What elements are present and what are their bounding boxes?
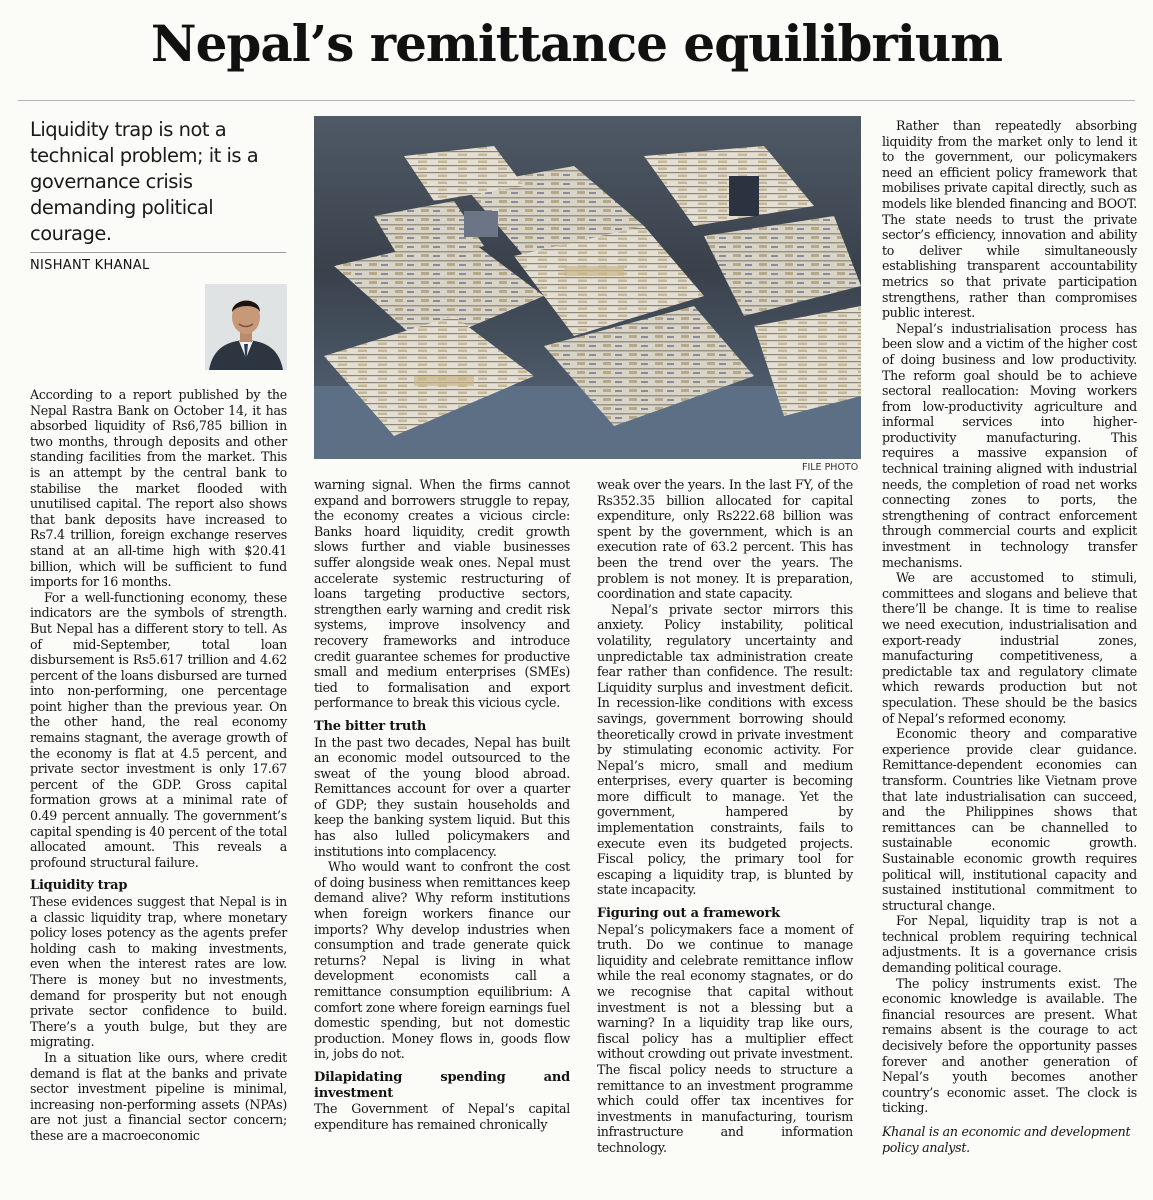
article-column-2	[314, 477, 570, 1132]
article-column-3	[597, 477, 853, 1156]
paragraph: warning signal. When the firms cannot expand and borrowers struggle to repay, the economy creates a vicious circle: Banks hoard liquidity, credit growth slows further and viable businesses suffer alongside weak ones. Nepal must accelerate systemic restructuring of loans targeting productive sectors, strengthen early warning and credit risk systems, improve insolvency and recovery frameworks and introduce credit guarantee schemes for productive small and medium enterprises (SMEs) tied to formalisation and export performance to break this vicious cycle.	[314, 477, 570, 711]
subheading-dilapidating-spending: Dilapidating spending and investment	[314, 1069, 570, 1101]
deck-subheading: Liquidity trap is not a technical problem; it is a governance crisis demanding political courage.	[30, 118, 259, 245]
paragraph: Economic theory and comparative experience provide clear guidance. Remittance-dependent economies can transform. Countries like Vietnam prove that late industrialisation can succeed, and the Philippines shows that remittances can be channelled to sustainable economic growth. Sustainable economic growth requires political will, institutional capacity and sustained institutional commitment to structural change.	[882, 726, 1137, 913]
paragraph: In a situation like ours, where credit demand is flat at the banks and private sector investment pipeline is minimal, increasing non-performing assets (NPAs) are not just a financial sector concern; these are a macroeconomic	[30, 1049, 287, 1143]
paragraph: For Nepal, liquidity trap is not a technical problem requiring technical adjustments. It is a governance crisis demanding political courage.	[882, 913, 1137, 976]
paragraph: Nepal’s private sector mirrors this anxiety. Policy instability, political volatility, regulatory uncertainty and unpredictable tax administration create fear rather than confidence. The result: Liquidity surplus and investment deficit. In recession-like conditions with excess savings, government borrowing should theoretically crowd in private investment by stimulating economic activity. For Nepal’s micro, small and medium enterprises, every quarter is becoming more difficult to manage. Yet the government, hampered by implementation constraints, fails to execute even its budgeted projects. Fiscal policy, the primary tool for escaping a liquidity trap, is blunted by state incapacity.	[597, 601, 853, 898]
paragraph: weak over the years. In the last FY, of the Rs352.35 billion allocated for capital expenditure, only Rs222.68 billion was spent by the government, which is an execution rate of 63.2 percent. This has been the trend over the years. The problem is not money. It is preparation, coordination and state capacity.	[597, 477, 853, 602]
subheading-bitter-truth: The bitter truth	[314, 718, 427, 734]
paragraph: We are accustomed to stimuli, committees and slogans and believe that there’ll be change. It is time to realise we need execution, industrialisation and export-ready industrial zones, manufacturing competitiveness, a predictable tax and regulatory climate which rewards production but not speculation. These should be the basics of Nepal’s reformed economy.	[882, 570, 1137, 726]
paragraph: Rather than repeatedly absorbing liquidity from the market only to lend it to the government, our policymakers need an efficient policy framework that mobilises private capital directly, such as models like blended financing and BOOT. The state needs to trust the private sector’s efficiency, innovation and ability to deliver while simultaneously establishing transparent accountability metrics so that private participation strengthens, rather than compromises public interest.	[882, 118, 1137, 321]
article-column-1	[30, 387, 287, 1144]
paragraph: Nepal’s industrialisation process has been slow and a victim of the higher cost of doing business and low productivity. The reform goal should be to achieve sectoral reallocation: Moving workers from low-productivity agriculture and informal services into higher-productivity manufacturing. This requires a massive expansion of technical training aligned with industrial needs, the completion of road net works connecting zones to ports, the strengthening of contract enforcement through commercial courts and explicit investment in technology transfer mechanisms.	[882, 320, 1137, 570]
headline: Nepal’s remittance equilibrium	[150, 14, 1003, 73]
deck-rule	[30, 252, 286, 253]
paragraph: These evidences suggest that Nepal is in a classic liquidity trap, where monetary policy loses potency as the agents prefer holding cash to making investments, even when the interest rates are low. There is money but no investments, demand for prosperity but not enough private sector confidence to build. There’s a youth bulge, but they are migrating.	[30, 894, 287, 1050]
author-photo	[205, 284, 287, 370]
photo-credit: FILE PHOTO	[802, 462, 859, 473]
paragraph: Who would want to confront the cost of doing business when remittances keep demand alive? Why reform institutions when foreign workers finance our imports? Why develop industries when consumption and trade generate quick returns? Nepal is living in what development economists call a remittance consumption equilibrium: A comfort zone where foreign earnings fuel domestic spending, but not domestic production. Money flows in, goods flow in, jobs do not.	[314, 859, 570, 1062]
paragraph: For a well-functioning economy, these indicators are the symbols of strength. But Nepal has a different story to tell. As of mid-September, total loan disbursement is Rs5.617 trillion and 4.62 percent of the loans disbursed are turned into non-performing, one percentage point higher than the previous year. On the other hand, the real economy remains stagnant, the average growth of the economy is flat at 4.5 percent, and private sector investment is only 17.67 percent of the GDP. Gross capital formation grows at a minimal rate of 0.49 percent annually. The government’s capital spending is 40 percent of the total allocated amount. This reveals a profound structural failure.	[30, 589, 287, 870]
paragraph: In the past two decades, Nepal has built an economic model outsourced to the sweat of the young blood abroad. Remittances account for over a quarter of GDP; they sustain households and keep the banking system liquid. But this has also lulled policymakers and institutions into complacency.	[314, 734, 570, 859]
subheading-framework: Figuring out a framework	[597, 906, 780, 922]
paragraph: Nepal’s policymakers face a moment of truth. Do we continue to manage liquidity and celebrate remittance inflow while the real economy stagnates, or do we recognise that capital without investment is not a blessing but a warning? In a liquidity trap like ours, fiscal policy has a multiplier effect without crowding out private investment. The fiscal policy needs to structure a remittance to an investment programme which could offer tax incentives for investments in manufacturing, tourism infrastructure and information technology.	[597, 921, 853, 1155]
author-signoff: Khanal is an economic and development policy analyst.	[882, 1124, 1131, 1155]
paragraph: The Government of Nepal’s capital expenditure has remained chronically	[314, 1101, 570, 1132]
paragraph: The policy instruments exist. The economic knowledge is available. The financial resources are present. What remains absent is the courage to act decisively before the opportunity passes forever and another generation of Nepal’s youth becomes another country’s economic asset. The clock is ticking.	[882, 975, 1137, 1116]
byline: NISHANT KHANAL	[30, 258, 150, 273]
headline-rule	[18, 100, 1135, 101]
lead-photo-currency-stacks	[314, 116, 861, 459]
paragraph: According to a report published by the Nepal Rastra Bank on October 14, it has absorbed liquidity of Rs6,785 billion in two months, through deposits and other standing facilities from the market. This is an attempt by the central bank to stabilise the market flooded with unutilised capital. The report also shows that bank deposits have increased to Rs7.4 trillion, foreign exchange reserves stand at an all-time high with $20.41 billion, which will be sufficient to fund imports for 16 months.	[30, 387, 287, 590]
subheading-liquidity-trap: Liquidity trap	[30, 878, 128, 894]
article-column-4	[882, 118, 1137, 1155]
